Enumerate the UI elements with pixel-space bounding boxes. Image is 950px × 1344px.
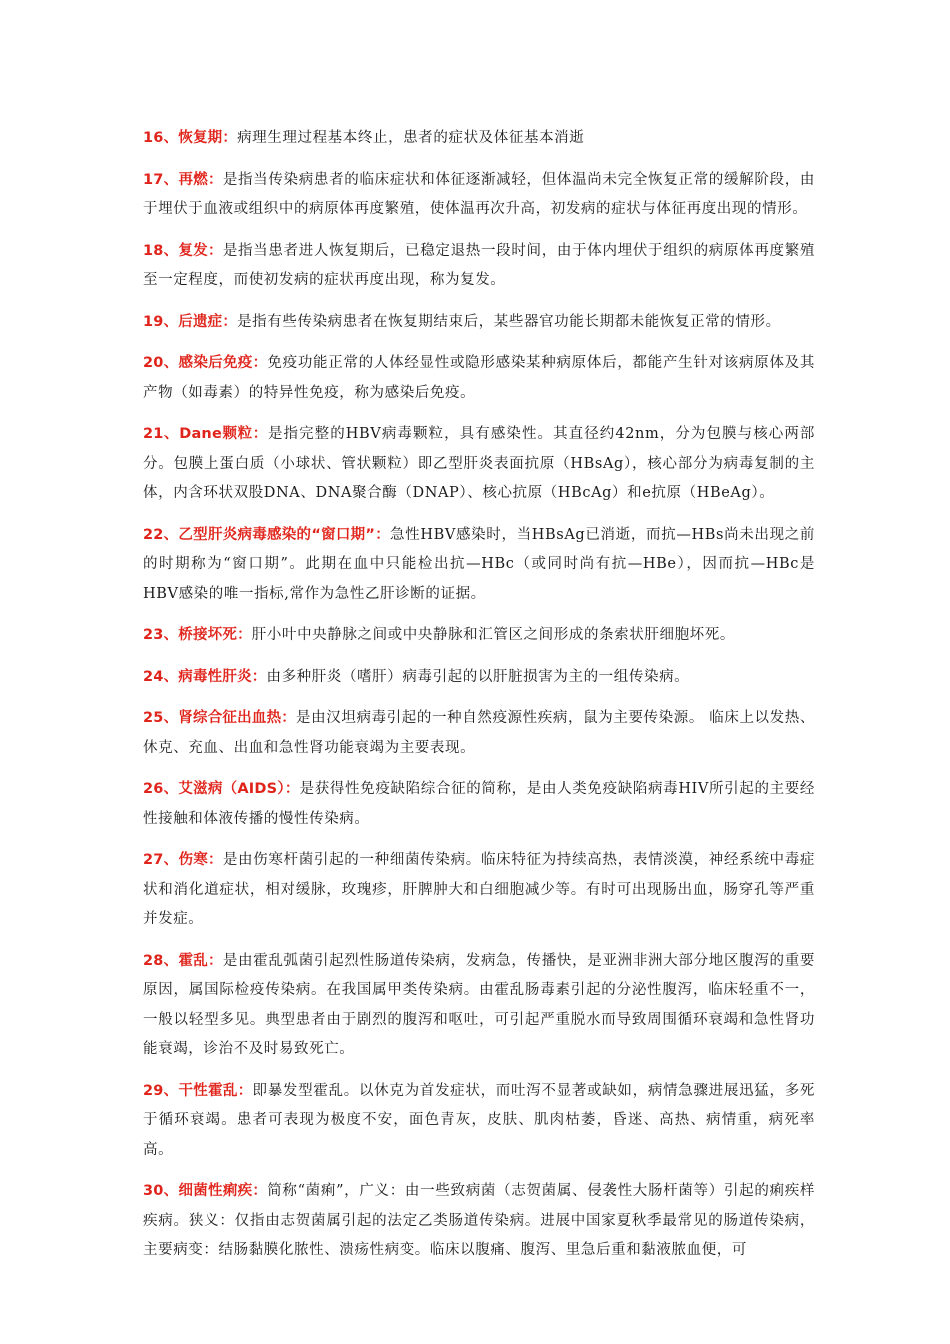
entry-term: 25、肾综合征出血热：	[143, 710, 296, 726]
entry-term: 28、霍乱：	[143, 952, 223, 969]
entry-definition: 是指有些传染病患者在恢复期结束后，某些器官功能长期都未能恢复正常的情形。	[237, 313, 781, 330]
entry-19	[143, 308, 815, 338]
entry-definition: 是由霍乱弧菌引起烈性肠道传染病，发病急，传播快，是亚洲非洲大部分地区腹泻的重要原因，属国际检疫传染病。在我国属甲类传染病。由霍乱肠毒素引起的分泌性腹泻，临床轻重不一，一般以轻型多见。典型患者由于剧烈的腹泻和呕吐，可引起严重脱水而导致周围循环衰竭和急性肾功能衰竭，诊治不及时易致死亡。	[143, 952, 815, 1057]
entry-term: 27、伤寒：	[143, 852, 223, 868]
entry-term: 23、桥接坏死：	[143, 627, 252, 643]
entry-22	[143, 521, 815, 610]
entry-26	[143, 775, 815, 834]
entry-term: 29、干性霍乱：	[143, 1082, 253, 1099]
entry-definition: 肝小叶中央静脉之间或中央静脉和汇管区之间形成的条索状肝细胞坏死。	[251, 627, 735, 643]
entry-definition: 是指当传染病患者的临床症状和体征逐渐减轻，但体温尚未完全恢复正常的缓解阶段，由于埋伏于血液或组织中的病原体再度繁殖，使体温再次升高，初发病的症状与体征再度出现的情形。	[143, 171, 815, 217]
entry-definition: 即暴发型霍乱。以休克为首发症状，而吐泻不显著或缺如，病情急骤进展迅猛，多死于循环衰竭。患者可表现为极度不安，面色青灰，皮肤、肌肉枯萎，昏迷、高热、病情重，病死率高。	[143, 1082, 815, 1158]
entry-definition: 是指当患者进人恢复期后，已稳定退热一段时间，由于体内埋伏于组织的病原体再度繁殖至一定程度，而使初发病的症状再度出现，称为复发。	[143, 242, 815, 288]
entry-definition: 免疫功能正常的人体经显性或隐形感染某种病原体后，都能产生针对该病原体及其产物（如毒素）的特异性免疫，称为感染后免疫。	[143, 355, 815, 401]
entry-definition: 急性HBV感染时，当HBsAg已消逝，而抗—HBs尚未出现之前的时期称为“窗口期”。此期在血中只能检出抗—HBc（或同时尚有抗—HBe），因而抗—HBc是HBV感染的唯一指标,常作为急性乙肝诊断的证据。	[143, 526, 815, 602]
entry-definition: 是由伤寒杆菌引起的一种细菌传染病。临床特征为持续高热，表情淡漠，神经系统中毒症状和消化道症状，相对缓脉，玫瑰疹，肝脾肿大和白细胞减少等。有时可出现肠出血，肠穿孔等严重并发症。	[143, 852, 815, 927]
entry-23	[143, 621, 815, 651]
entry-term: 18、复发：	[143, 242, 223, 259]
entry-term: 22、乙型肝炎病毒感染的“窗口期”：	[143, 526, 390, 543]
entry-term: 26、艾滋病（AIDS）：	[143, 781, 300, 797]
entry-definition: 是获得性免疫缺陷综合征的简称，是由人类免疫缺陷病毒HIV所引起的主要经性接触和体液传播的慢性传染病。	[143, 781, 816, 827]
entry-term: 24、病毒性肝炎：	[143, 668, 267, 685]
entry-16	[143, 124, 815, 154]
entry-term: 30、细菌性痢疾：	[143, 1183, 268, 1199]
entry-term: 20、感染后免疫：	[143, 355, 268, 371]
entry-27	[143, 846, 815, 935]
entry-definition: 病理生理过程基本终止，患者的症状及体征基本消逝	[237, 130, 585, 146]
entry-definition: 简称“菌痢”，广义：由一些致病菌（志贺菌属、侵袭性大肠杆菌等）引起的痢疾样疾病。狭义：仅指由志贺菌属引起的法定乙类肠道传染病。进展中国家夏秋季最常见的肠道传染病，主要病变：结肠黏膜化脓性、溃疡性病变。临床以腹痛、腹泻、里急后重和黏液脓血便，可	[143, 1183, 815, 1258]
entry-definition: 是由汉坦病毒引起的一种自然疫源性疾病，鼠为主要传染源。 临床上以发热、休克、充血、出血和急性肾功能衰竭为主要表现。	[143, 710, 815, 756]
entry-17	[143, 166, 815, 225]
entry-definition: 是指完整的HBV病毒颗粒，具有感染性。其直径约42nm，分为包膜与核心两部分。包膜上蛋白质（小球状、管状颗粒）即乙型肝炎表面抗原（HBsAg），核心部分为病毒复制的主体，内含环状双股DNA、DNA聚合酶（DNAP）、核心抗原（HBcAg）和e抗原（HBeAg）。	[143, 426, 815, 501]
entry-term: 16、恢复期：	[143, 130, 238, 146]
document-page	[143, 124, 815, 1278]
entry-term: 19、后遗症：	[143, 313, 238, 330]
entry-definition: 由多种肝炎（嗜肝）病毒引起的以肝脏损害为主的一组传染病。	[266, 668, 690, 685]
entry-term: 21、Dane颗粒：	[143, 426, 268, 442]
entry-29	[143, 1077, 815, 1166]
entry-term: 17、再燃：	[143, 171, 223, 188]
entry-21	[143, 420, 815, 509]
entry-24	[143, 663, 815, 693]
entry-28	[143, 947, 815, 1065]
entry-20	[143, 349, 815, 408]
entry-18	[143, 237, 815, 296]
entry-25	[143, 704, 815, 763]
entry-30	[143, 1177, 815, 1266]
